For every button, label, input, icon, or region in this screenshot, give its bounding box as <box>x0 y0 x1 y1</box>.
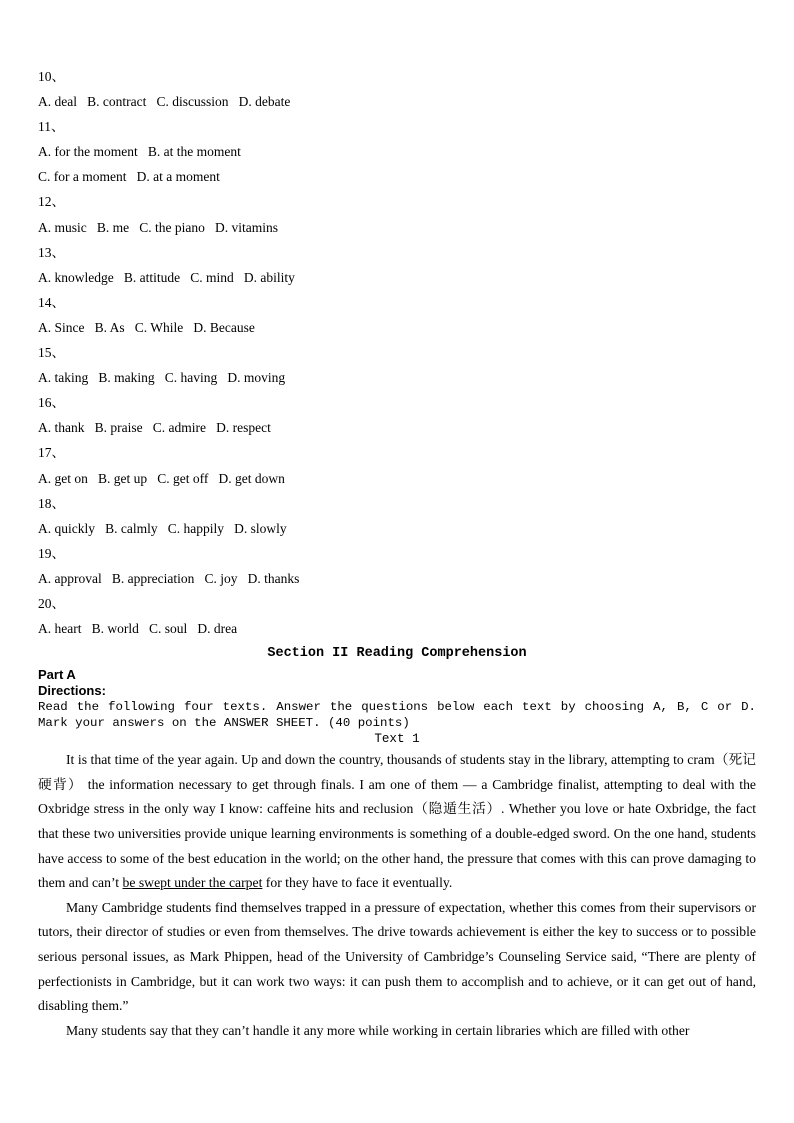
question-options: A. Since B. As C. While D. Because <box>38 319 255 335</box>
question-number: 13、 <box>38 244 65 260</box>
passage-paragraph-3: Many students say that they can’t handle it any more while working in certain libraries which are filled with other <box>66 1022 690 1038</box>
p1-text-after: for they have to face it eventually. <box>262 875 453 891</box>
question-number: 15、 <box>38 345 65 361</box>
question-number: 12、 <box>38 194 65 210</box>
question-options: A. heart B. world C. soul D. drea <box>38 621 238 637</box>
question-number: 14、 <box>38 294 65 310</box>
question-options: A. deal B. contract C. discussion D. debate <box>38 94 291 110</box>
question-number: 11、 <box>38 119 65 135</box>
passage-paragraph-1 <box>38 748 756 896</box>
question-number: 16、 <box>38 395 65 411</box>
passage-paragraph-2: Many Cambridge students find themselves trapped in a pressure of expectation, whether this comes from their supervisors or tutors, their director of studies or even from themselves. The drive towards achievement is either the key to success or to possible serious personal issues, as Mark Phippen, head of the University of Cambridge’s Counseling Service said, “There are plenty of perfectionists in Cambridge, but it can work two ways: it can push them to accomplish and to achieve, or it can get out of hand, disabling them.” <box>38 899 756 1014</box>
question-options: A. thank B. praise C. admire D. respect <box>38 420 271 436</box>
question-options: A. music B. me C. the piano D. vitamins <box>38 219 278 235</box>
question-options: A. taking B. making C. having D. moving <box>38 370 286 386</box>
directions-text: Read the following four texts. Answer the questions below each text by choosing A, B, C or D. Mark your answers on the ANSWER SHEET. (40 points) <box>38 700 756 731</box>
question-number: 19、 <box>38 545 65 561</box>
question-number: 18、 <box>38 495 65 511</box>
question-options: A. get on B. get up C. get off D. get down <box>38 470 285 486</box>
question-options: A. for the moment B. at the moment <box>38 144 241 160</box>
text1-title: Text 1 <box>374 732 420 747</box>
directions-label: Directions: <box>38 683 106 699</box>
question-number: 20、 <box>38 595 65 611</box>
p1-underlined-phrase: be swept under the carpet <box>122 875 263 891</box>
p1-text-before: It is that time of the year again. Up and down the country, thousands of students stay in the library, attempting to cram（死记硬背） the information necessary to get through finals. I am one of them — a Cambridge finalist, attempting to deal with the Oxbridge stress in the only way I know: caffeine hits and reclusion（隐遁生活）. Whether you love or hate Oxbridge, the fact that these two universities provide unique learning environments is something of a double-edged sword. On the one hand, students have access to some of the best education in the world; on the other hand, the pressure that comes with this can prove damaging to them and can’t <box>38 752 756 891</box>
part-a-label: Part A <box>38 667 76 683</box>
question-number: 10、 <box>38 69 65 84</box>
question-options: C. for a moment D. at a moment <box>38 169 220 185</box>
section-title: Section II Reading Comprehension <box>267 646 527 662</box>
question-options: A. knowledge B. attitude C. mind D. ability <box>38 269 295 285</box>
question-options: A. quickly B. calmly C. happily D. slowly <box>38 520 287 536</box>
cloze-options-list <box>38 64 756 641</box>
question-options: A. approval B. appreciation C. joy D. thanks <box>38 570 300 586</box>
question-number: 17、 <box>38 445 65 461</box>
